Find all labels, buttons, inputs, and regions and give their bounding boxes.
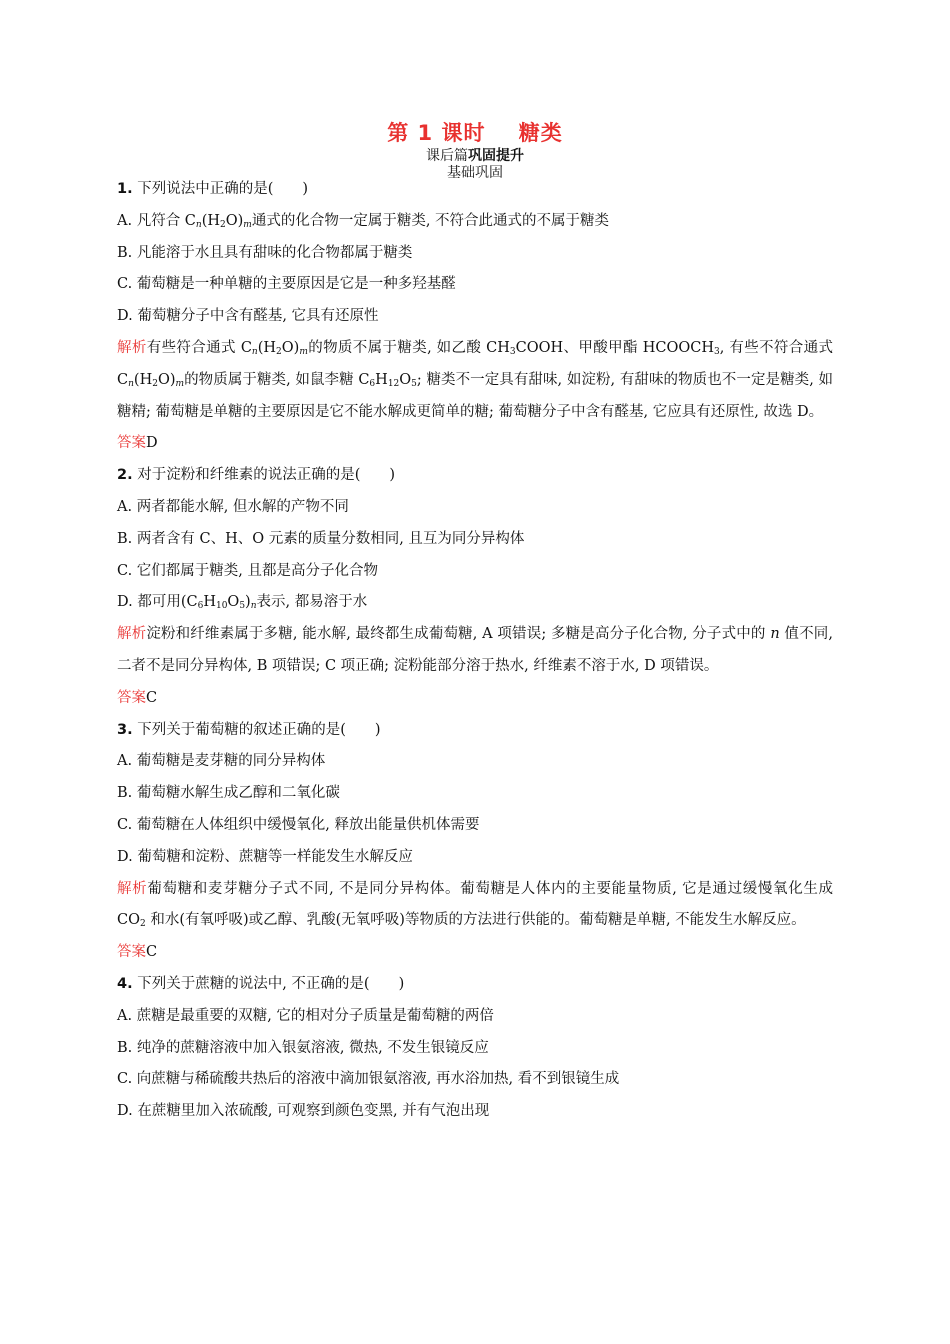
answer-line: [117, 683, 833, 715]
analysis-label: 解析: [117, 880, 148, 897]
answer-value: C: [146, 689, 158, 706]
option-d: D. 都可用$(C_6H_{10}O_5)_n$表示, 都易溶于水: [117, 594, 368, 612]
question-stem: [117, 969, 833, 1001]
analysis-paragraph: 解析淀粉和纤维素属于多糖, 能水解, 最终都生成葡萄糖, A 项错误; 多糖是高分子化合物, 分子式中的 n 值不同, 二者不是同分异构体, B 项错误; C 项正确; 淀粉能部分溶于热水, 纤维素不溶于水, D 项错误。: [117, 626, 834, 674]
option-d: D. 在蔗糖里加入浓硫酸, 可观察到颜色变黑, 并有气泡出现: [117, 1103, 490, 1120]
question-text: 下列关于葡萄糖的叙述正确的是( ): [132, 721, 381, 738]
option-d: D. 葡萄糖分子中含有醛基, 它具有还原性: [117, 308, 379, 325]
answer-label: 答案: [117, 944, 146, 961]
answer-label: 答案: [117, 689, 146, 706]
question-number: 3.: [117, 721, 133, 738]
analysis-label: 解析: [117, 626, 147, 643]
question-number: 2.: [117, 467, 133, 484]
option-a: A. 葡萄糖是麦芽糖的同分异构体: [117, 753, 326, 770]
option-b: B. 凡能溶于水且具有甜味的化合物都属于糖类: [117, 244, 413, 261]
option-d: D. 葡萄糖和淀粉、蔗糖等一样能发生水解反应: [117, 848, 413, 865]
answer-line: [117, 428, 833, 460]
question-number: 1.: [117, 181, 133, 197]
option-b: B. 纯净的蔗糖溶液中加入银氨溶液, 微热, 不发生银镜反应: [117, 1039, 489, 1056]
option-a: A. 蔗糖是最重要的双糖, 它的相对分子质量是葡萄糖的两倍: [117, 1007, 494, 1024]
subtitle-prefix: 课后篇: [426, 148, 468, 164]
answer-label: 答案: [117, 435, 146, 452]
question-stem: [117, 460, 833, 492]
option-c: C. 葡萄糖是一种单糖的主要原因是它是一种多羟基醛: [117, 276, 456, 293]
subtitle-bold: 巩固提升: [468, 148, 524, 164]
option-c: C. 向蔗糖与稀硫酸共热后的溶液中滴加银氨溶液, 再水浴加热, 看不到银镜生成: [117, 1071, 620, 1088]
analysis-paragraph: 解析葡萄糖和麦芽糖分子式不同, 不是同分异构体。葡萄糖是人体内的主要能量物质, 它是通过缓慢氧化生成 $CO_2$ 和水(有氧呼吸)或乙醇、乳酸(无氧呼吸)等物质的方法进行供能的。葡萄糖是单糖, 不能发生水解反应。: [117, 880, 834, 930]
answer-value: C: [146, 944, 158, 961]
question-number: 4.: [117, 975, 133, 992]
answer-line: [117, 937, 833, 969]
section-heading: 基础巩固: [447, 165, 503, 181]
question-text: 下列关于蔗糖的说法中, 不正确的是( ): [132, 975, 405, 992]
option-c: C. 它们都属于糖类, 且都是高分子化合物: [117, 562, 379, 579]
option-c: C. 葡萄糖在人体组织中缓慢氧化, 释放出能量供机体需要: [117, 816, 480, 833]
analysis-label: 解析: [117, 339, 147, 356]
option-a: A. 凡符合 $C_n(H_2O)_m$通式的化合物一定属于糖类, 不符合此通式的不属于糖类: [117, 212, 610, 230]
page-title: 第 1 课时 糖类: [387, 121, 563, 145]
question-stem: [117, 174, 833, 206]
question-text: 下列说法中正确的是( ): [132, 181, 309, 197]
option-b: B. 两者含有 C、H、O 元素的质量分数相同, 且互为同分异构体: [117, 530, 525, 547]
question-text: 对于淀粉和纤维素的说法正确的是( ): [132, 467, 396, 484]
answer-value: D: [146, 435, 158, 452]
analysis-paragraph: 解析有些符合通式 $C_n(H_2O)_m$的物质不属于糖类, 如乙酸 $CH_3COOH$、甲酸甲酯 $HCOOCH_3$, 有些不符合通式 $C_n(H_2O)_m$的物质属于糖类, 如鼠李糖 $C_6H_{12}O_5$; 糖类不一定具有甜味, 如淀粉, 有甜味的物质也不一定是糖类, 如糖精; 葡萄糖是单糖的主要原因是它不能水解成更简单的糖; 葡萄糖分子中含有醛基, 它应具有还原性, 故选 D。: [117, 339, 833, 420]
option-b: B. 葡萄糖水解生成乙醇和二氧化碳: [117, 785, 340, 802]
question-stem: [117, 715, 833, 747]
option-a: A. 两者都能水解, 但水解的产物不同: [117, 498, 349, 515]
question-list: [117, 174, 833, 1128]
